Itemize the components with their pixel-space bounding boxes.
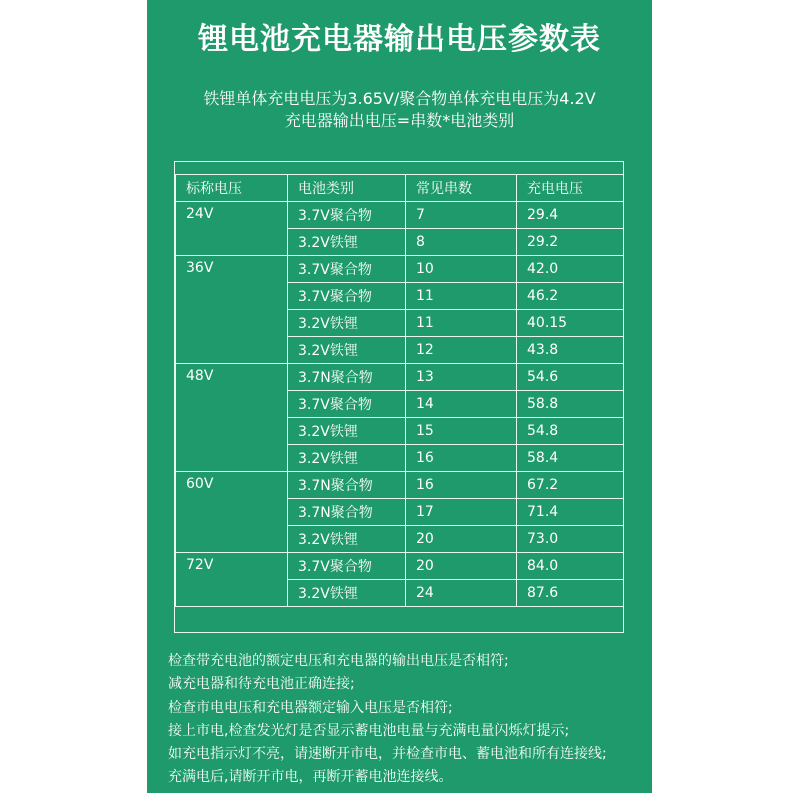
subtitle-line-2: 充电器输出电压=串数*电池类别 [284,111,515,130]
battery-type-cell: 3.2V铁锂 [288,418,406,445]
series-count-cell: 24 [406,580,517,607]
note-line: 如充电指示灯不亮，请速断开市电，并检查市电、蓄电池和所有连接线; [168,746,607,763]
note-line: 减充电器和待充电池正确连接; [168,676,355,693]
table-row [176,553,624,580]
nominal-voltage-cell: 48V [176,364,288,472]
nominal-voltage-cell: 36V [176,256,288,364]
charge-voltage-cell: 46.2 [517,283,624,310]
header-nominal-voltage: 标称电压 [176,175,288,202]
charge-voltage-cell: 73.0 [517,526,624,553]
battery-type-cell: 3.7V聚合物 [288,283,406,310]
battery-type-cell: 3.2V铁锂 [288,229,406,256]
charge-voltage-cell: 67.2 [517,472,624,499]
instruction-notes [168,650,652,790]
parameter-card [147,0,652,793]
battery-type-cell: 3.2V铁锂 [288,445,406,472]
series-count-cell: 14 [406,391,517,418]
nominal-voltage-cell: 24V [176,202,288,256]
table-row [176,202,624,229]
series-count-cell: 12 [406,337,517,364]
table-body [176,202,624,607]
charge-voltage-cell: 54.6 [517,364,624,391]
table-header-row [176,175,624,202]
charge-voltage-cell: 29.2 [517,229,624,256]
table-row [176,256,624,283]
series-count-cell: 13 [406,364,517,391]
note-line: 充满电后,请断开市电，再断开蓄电池连接线。 [168,769,453,786]
series-count-cell: 17 [406,499,517,526]
charge-voltage-cell: 54.8 [517,418,624,445]
series-count-cell: 7 [406,202,517,229]
charge-voltage-cell: 84.0 [517,553,624,580]
series-count-cell: 8 [406,229,517,256]
battery-type-cell: 3.2V铁锂 [288,580,406,607]
battery-type-cell: 3.2V铁锂 [288,310,406,337]
battery-type-cell: 3.2V铁锂 [288,337,406,364]
battery-type-cell: 3.7V聚合物 [288,391,406,418]
subtitle-line-1: 铁锂单体充电电压为3.65V/聚合物单体充电电压为4.2V [203,89,596,108]
voltage-table [175,174,624,607]
nominal-voltage-cell: 72V [176,553,288,607]
table-row [176,364,624,391]
battery-type-cell: 3.7N聚合物 [288,472,406,499]
battery-type-cell: 3.7N聚合物 [288,364,406,391]
series-count-cell: 20 [406,553,517,580]
table-row [176,472,624,499]
charge-voltage-cell: 29.4 [517,202,624,229]
battery-type-cell: 3.7V聚合物 [288,256,406,283]
note-line: 检查市电电压和充电器额定输入电压是否相符; [168,699,453,716]
series-count-cell: 10 [406,256,517,283]
header-series-count: 常见串数 [406,175,517,202]
battery-type-cell: 3.2V铁锂 [288,526,406,553]
series-count-cell: 15 [406,418,517,445]
series-count-cell: 11 [406,283,517,310]
nominal-voltage-cell: 60V [176,472,288,553]
battery-type-cell: 3.7V聚合物 [288,553,406,580]
note-line: 检查带充电池的额定电压和充电器的输出电压是否相符; [168,653,509,669]
series-count-cell: 20 [406,526,517,553]
charge-voltage-cell: 43.8 [517,337,624,364]
battery-type-cell: 3.7N聚合物 [288,499,406,526]
series-count-cell: 16 [406,445,517,472]
series-count-cell: 11 [406,310,517,337]
note-line: 接上市电,检查发光灯是否显示蓄电池电量与充满电量闪烁灯提示; [168,722,570,739]
charge-voltage-cell: 40.15 [517,310,624,337]
header-battery-type: 电池类别 [288,175,406,202]
charge-voltage-cell: 71.4 [517,499,624,526]
header-charge-voltage: 充电电压 [517,175,624,202]
series-count-cell: 16 [406,472,517,499]
charge-voltage-cell: 42.0 [517,256,624,283]
charge-voltage-cell: 58.8 [517,391,624,418]
charge-voltage-cell: 87.6 [517,580,624,607]
battery-type-cell: 3.7V聚合物 [288,202,406,229]
page-title: 锂电池充电器输出电压参数表 [198,22,601,57]
charge-voltage-cell: 58.4 [517,445,624,472]
